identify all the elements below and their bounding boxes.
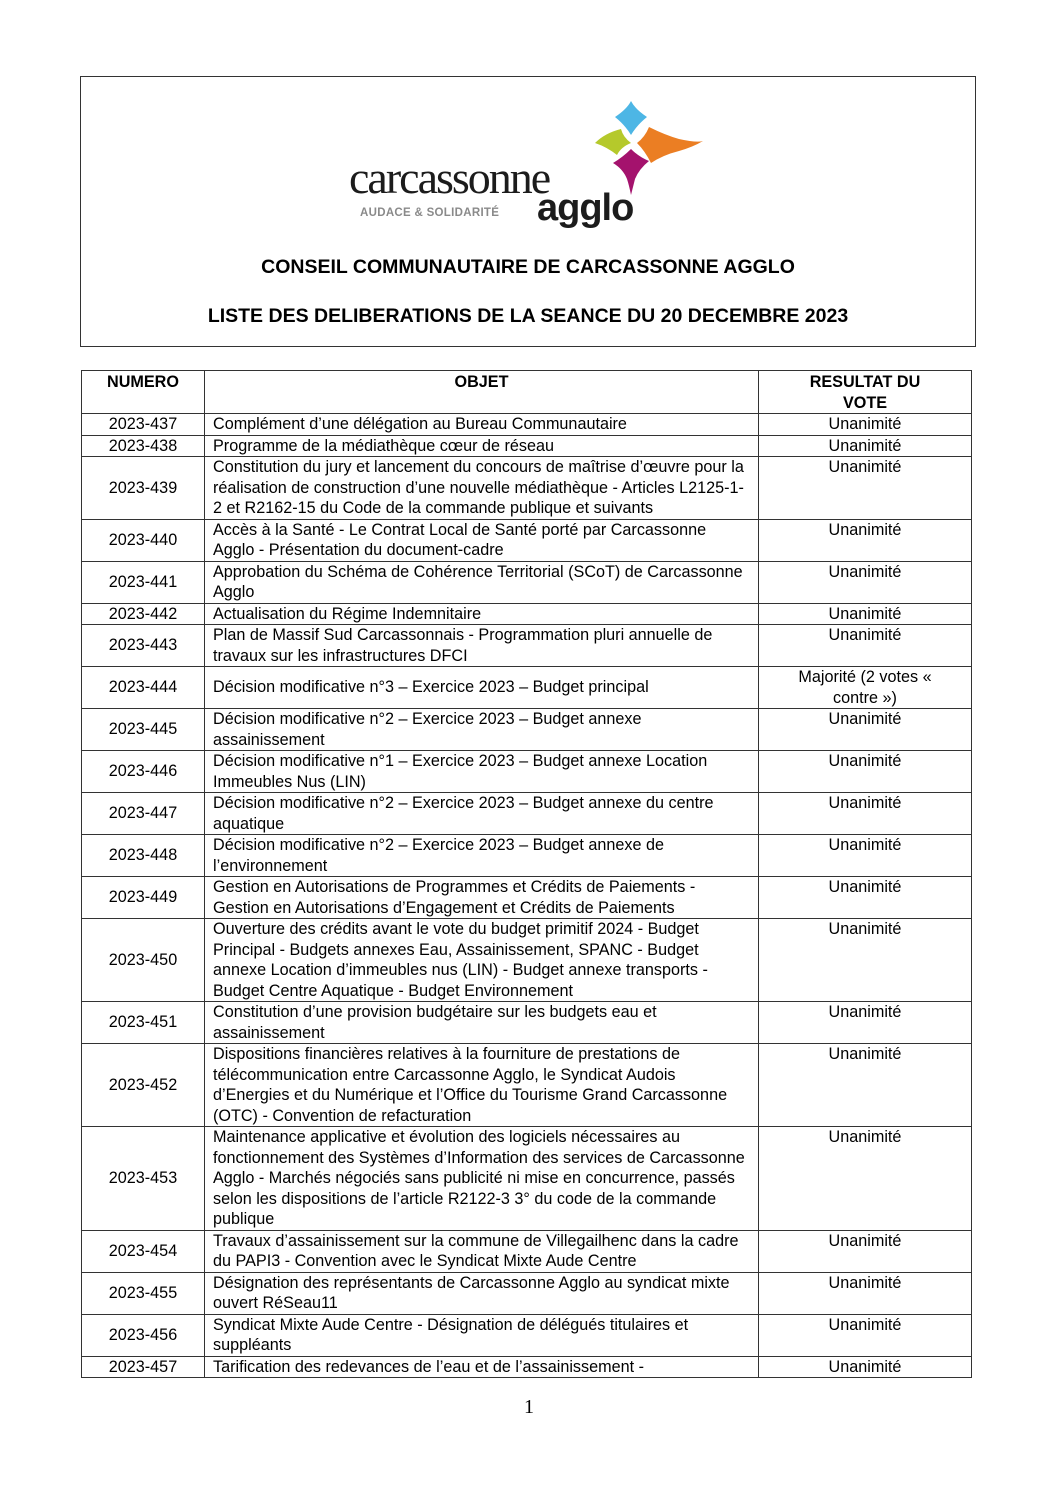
row-numero: 2023-448: [82, 835, 205, 877]
table-header-row: [82, 371, 972, 414]
table-row: [82, 835, 972, 877]
row-resultat: Unanimité: [759, 919, 972, 1002]
row-objet: Dispositions financières relatives à la fourniture de prestations de télécommunication entre Carcassonne Agglo, le Syndicat Audois d’Energies et du Numérique et l’Office du Tourisme Grand Carcassonne (OTC) - Convention de refacturation: [205, 1044, 759, 1127]
table-row: [82, 751, 972, 793]
row-objet: Plan de Massif Sud Carcassonnais - Programmation pluri annuelle de travaux sur les infrastructures DFCI: [205, 625, 759, 667]
row-numero: 2023-441: [82, 561, 205, 603]
row-resultat: Unanimité: [759, 751, 972, 793]
row-objet: Gestion en Autorisations de Programmes et Crédits de Paiements - Gestion en Autorisations d’Engagement et Crédits de Paiements: [205, 877, 759, 919]
row-resultat: Unanimité: [759, 1127, 972, 1231]
table-row: [82, 1002, 972, 1044]
row-numero: 2023-438: [82, 435, 205, 457]
row-numero: 2023-457: [82, 1356, 205, 1378]
table-row: [82, 1356, 972, 1378]
row-resultat: Unanimité: [759, 877, 972, 919]
table-row: [82, 435, 972, 457]
row-objet: Programme de la médiathèque cœur de réseau: [205, 435, 759, 457]
page-number: 1: [524, 1396, 534, 1418]
table-row: [82, 414, 972, 436]
table-row: [82, 1314, 972, 1356]
row-objet: Décision modificative n°2 – Exercice 2023 – Budget annexe de l’environnement: [205, 835, 759, 877]
row-objet: Désignation des représentants de Carcassonne Agglo au syndicat mixte ouvert RéSeau11: [205, 1272, 759, 1314]
column-header-objet: OBJET: [205, 371, 759, 414]
table-row: [82, 519, 972, 561]
row-objet: Syndicat Mixte Aude Centre - Désignation de délégués titulaires et suppléants: [205, 1314, 759, 1356]
row-numero: 2023-445: [82, 709, 205, 751]
carcassonne-agglo-logo: [349, 99, 709, 239]
row-resultat: Unanimité: [759, 457, 972, 520]
logo-tagline: AUDACE & SOLIDARITÉ: [360, 207, 500, 219]
table-row: [82, 793, 972, 835]
row-numero: 2023-437: [82, 414, 205, 436]
table-row: [82, 1127, 972, 1231]
logo-agglo: agglo: [537, 187, 634, 229]
row-objet: Tarification des redevances de l’eau et de l’assainissement -: [205, 1356, 759, 1378]
row-objet: Accès à la Santé - Le Contrat Local de Santé porté par Carcassonne Agglo - Présentation du document-cadre: [205, 519, 759, 561]
document-header: [80, 76, 976, 347]
logo-wordmark: carcassonne: [349, 152, 550, 203]
row-objet: Décision modificative n°3 – Exercice 2023 – Budget principal: [205, 667, 759, 709]
row-objet: Travaux d’assainissement sur la commune de Villegailhenc dans la cadre du PAPI3 - Convention avec le Syndicat Mixte Aude Centre: [205, 1230, 759, 1272]
row-numero: 2023-444: [82, 667, 205, 709]
row-objet: Maintenance applicative et évolution des logiciels nécessaires au fonctionnement des Systèmes d’Information des services de Carcassonne Agglo - Marchés négociés sans publicité ni mise en concurrence, passés selon les dispositions de l’article R2122-3 3° du code de la commande publique: [205, 1127, 759, 1231]
row-resultat: Unanimité: [759, 1356, 972, 1378]
council-title: CONSEIL COMMUNAUTAIRE DE CARCASSONNE AGGLO: [261, 256, 795, 278]
table-row: [82, 625, 972, 667]
table-row: [82, 709, 972, 751]
row-numero: 2023-446: [82, 751, 205, 793]
deliberations-table: [81, 370, 972, 1378]
row-numero: 2023-450: [82, 919, 205, 1002]
row-resultat: Unanimité: [759, 1272, 972, 1314]
row-resultat: Unanimité: [759, 603, 972, 625]
row-numero: 2023-439: [82, 457, 205, 520]
table-row: [82, 1230, 972, 1272]
table-row: [82, 457, 972, 520]
row-resultat: Unanimité: [759, 793, 972, 835]
row-objet: Décision modificative n°2 – Exercice 2023 – Budget annexe assainissement: [205, 709, 759, 751]
row-numero: 2023-442: [82, 603, 205, 625]
row-resultat: Unanimité: [759, 1044, 972, 1127]
row-resultat: Unanimité: [759, 835, 972, 877]
diamond-cluster-icon: [577, 99, 707, 199]
row-objet: Actualisation du Régime Indemnitaire: [205, 603, 759, 625]
column-header-resultat: RESULTAT DU VOTE: [759, 371, 972, 414]
table-row: [82, 1044, 972, 1127]
table-row: [82, 877, 972, 919]
row-resultat: Unanimité: [759, 625, 972, 667]
row-objet: Complément d’une délégation au Bureau Communautaire: [205, 414, 759, 436]
row-resultat: Unanimité: [759, 1230, 972, 1272]
row-objet: Décision modificative n°1 – Exercice 2023 – Budget annexe Location Immeubles Nus (LIN): [205, 751, 759, 793]
table-row: [82, 919, 972, 1002]
table-row: [82, 667, 972, 709]
row-objet: Approbation du Schéma de Cohérence Territorial (SCoT) de Carcassonne Agglo: [205, 561, 759, 603]
row-numero: 2023-440: [82, 519, 205, 561]
row-numero: 2023-451: [82, 1002, 205, 1044]
table-row: [82, 1272, 972, 1314]
row-objet: Constitution d’une provision budgétaire sur les budgets eau et assainissement: [205, 1002, 759, 1044]
row-numero: 2023-452: [82, 1044, 205, 1127]
row-numero: 2023-453: [82, 1127, 205, 1231]
row-resultat: Unanimité: [759, 519, 972, 561]
row-numero: 2023-449: [82, 877, 205, 919]
row-resultat: Unanimité: [759, 709, 972, 751]
row-resultat: Unanimité: [759, 414, 972, 436]
row-numero: 2023-454: [82, 1230, 205, 1272]
row-resultat: Unanimité: [759, 435, 972, 457]
row-objet: Ouverture des crédits avant le vote du budget primitif 2024 - Budget Principal - Budgets annexes Eau, Assainissement, SPANC - Budget annexe Location d’immeubles nus (LIN) - Budget annexe transports - Budget Centre Aquatique - Budget Environnement: [205, 919, 759, 1002]
row-resultat: Unanimité: [759, 561, 972, 603]
row-numero: 2023-456: [82, 1314, 205, 1356]
table-row: [82, 603, 972, 625]
table-row: [82, 561, 972, 603]
row-objet: Constitution du jury et lancement du concours de maîtrise d’œuvre pour la réalisation de construction d’une nouvelle médiathèque - Articles L2125-1-2 et R2162-15 du Code de la commande publique et suivants: [205, 457, 759, 520]
row-resultat: Unanimité: [759, 1002, 972, 1044]
session-subtitle: LISTE DES DELIBERATIONS DE LA SEANCE DU 20 DECEMBRE 2023: [207, 305, 849, 327]
row-numero: 2023-443: [82, 625, 205, 667]
row-resultat: Unanimité: [759, 1314, 972, 1356]
row-numero: 2023-455: [82, 1272, 205, 1314]
row-objet: Décision modificative n°2 – Exercice 2023 – Budget annexe du centre aquatique: [205, 793, 759, 835]
row-numero: 2023-447: [82, 793, 205, 835]
row-resultat: Majorité (2 votes « contre »): [759, 667, 972, 709]
column-header-numero: NUMERO: [82, 371, 205, 414]
